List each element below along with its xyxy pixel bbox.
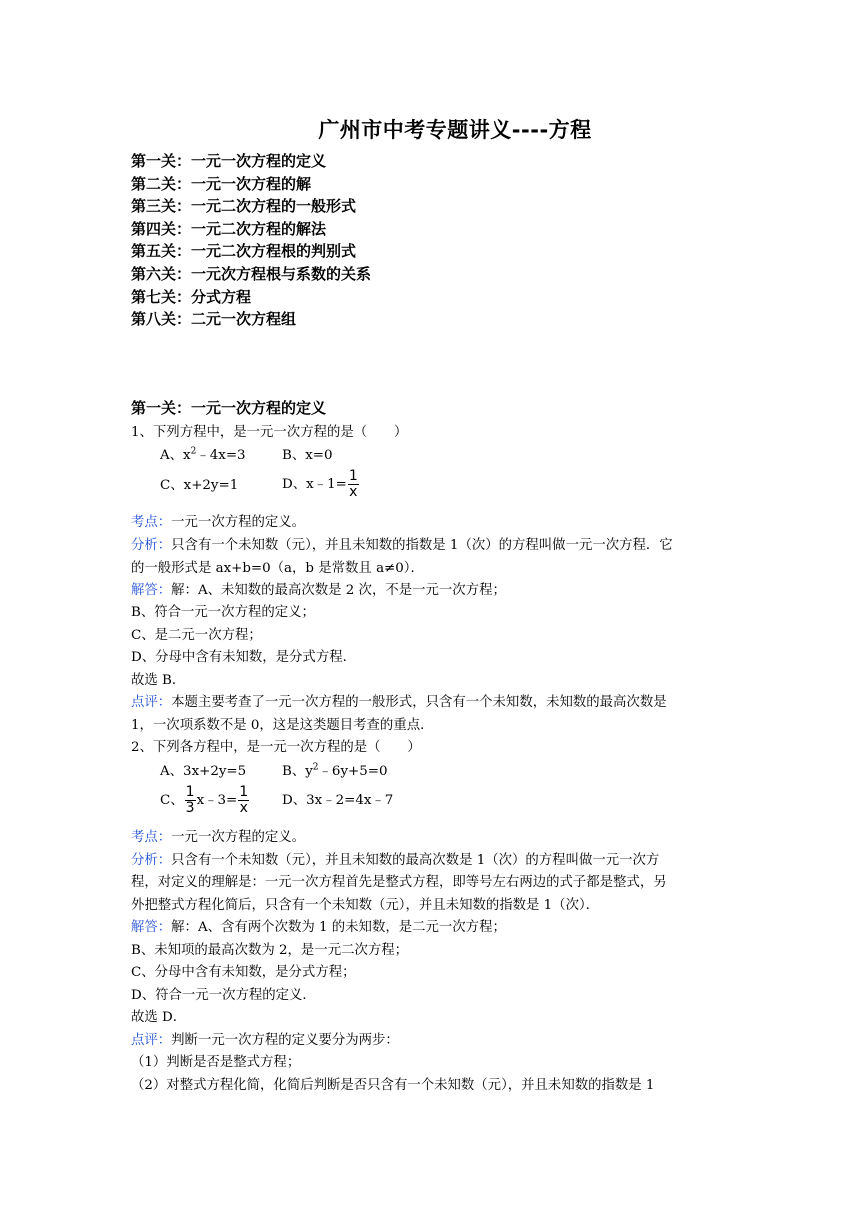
q1-fenxi: 分析：只含有一个未知数（元），并且未知数的指数是 1（次）的方程叫做一元一次方程．它: [131, 538, 673, 553]
fraction: $\frac{1}{x}$: [348, 468, 358, 500]
q2-fenxi-cont: 程，对定义的理解是：一元一次方程首先是整式方程，即等号左右两边的式子都是整式，另: [131, 875, 667, 890]
q2-jieda-c: C、分母中含有未知数，是分式方程；: [131, 965, 356, 980]
q2-option-a: A、3x+2y=5: [160, 764, 247, 779]
q2-dianping-step1: （1）判断是否是整式方程；: [131, 1055, 301, 1070]
page-title-text: 广州市中考专题讲义----方程: [318, 118, 592, 142]
fraction: $\frac{1}{x}$: [239, 784, 249, 816]
q1-option-b: B、x=0: [282, 448, 333, 463]
q2-fenxi-cont2: 外把整式方程化简后，只含有一个未知数（元），并且未知数的指数是 1（次）．: [131, 898, 600, 913]
toc-item: 第二关：一元一次方程的解: [131, 174, 312, 193]
q2-fenxi: 分析：只含有一个未知数（元），并且未知数的最高次数是 1（次）的方程叫做一元一次方: [131, 853, 660, 868]
q2-option-c: C、 $\frac{1}{3}$ x﹣3= $\frac{1}{x}$: [160, 784, 249, 816]
q1-jieda-b: B、符合一元一次方程的定义；: [131, 605, 315, 620]
q2-jieda-b: B、未知项的最高次数为 2，是一元二次方程；: [131, 943, 409, 958]
toc-item: 第四关：一元二次方程的解法: [131, 219, 327, 238]
q1-option-d: D、x﹣1= $\frac{1}{x}$: [282, 468, 358, 500]
q1-answer: 故选 B．: [131, 673, 186, 688]
toc-item: 第一关：一元一次方程的定义: [131, 152, 327, 170]
toc-item: 第五关：一元二次方程根的判别式: [131, 242, 357, 261]
section-heading: 第一关：一元一次方程的定义: [131, 399, 327, 417]
question-2-stem: 2、下列各方程中，是一元一次方程的是（ ）: [131, 740, 421, 755]
page-title: [0, 114, 860, 144]
q1-jieda-d: D、分母中含有未知数，是分式方程．: [131, 650, 356, 665]
q1-option-c: C、x+2y=1: [160, 478, 239, 493]
toc-item: 第六关：一元次方程根与系数的关系: [131, 264, 372, 283]
q1-dianping: 点评：本题主要考查了一元一次方程的一般形式，只含有一个未知数，未知数的最高次数是: [131, 695, 667, 710]
q2-dianping-step2: （2）对整式方程化简，化简后判断是否只含有一个未知数（元），并且未知数的指数是 1: [131, 1078, 655, 1093]
toc-item: 第八关：二元一次方程组: [131, 310, 297, 329]
q1-option-a: A、$x^2﹣4x=3$: [160, 446, 246, 463]
toc-item: 第三关：一元二次方程的一般形式: [131, 197, 357, 216]
q2-dianping: 点评：判断一元一次方程的定义要分为两步：: [131, 1033, 399, 1048]
q2-answer: 故选 D．: [131, 1010, 187, 1025]
q1-kaodian: 考点：一元一次方程的定义。: [131, 515, 306, 530]
table-of-contents: [131, 150, 371, 331]
question-1-stem: 1、下列方程中，是一元一次方程的是（ ）: [131, 425, 408, 440]
q1-jieda: 解答：解：A、未知数的最高次数是 2 次，不是一元一次方程；: [131, 583, 506, 598]
q2-jieda: 解答：解：A、含有两个次数为 1 的未知数，是二元一次方程；: [131, 920, 506, 935]
q2-kaodian: 考点：一元一次方程的定义。: [131, 830, 306, 845]
fraction: $\frac{1}{3}$: [185, 784, 195, 816]
q2-option-d: D、3x﹣2=4x﹣7: [282, 793, 394, 808]
q2-option-b: B、$y^2﹣6y+5=0$: [282, 762, 388, 779]
q1-dianping-cont: 1，一次项系数不是 0，这是这类题目考查的重点．: [131, 718, 434, 733]
q1-fenxi-cont: 的一般形式是 ax+b=0（a，b 是常数且 a≠0）．: [131, 561, 424, 576]
q2-jieda-d: D、符合一元一次方程的定义．: [131, 988, 316, 1003]
q1-jieda-c: C、是二元一次方程；: [131, 628, 262, 643]
toc-item: 第七关：分式方程: [131, 287, 252, 306]
